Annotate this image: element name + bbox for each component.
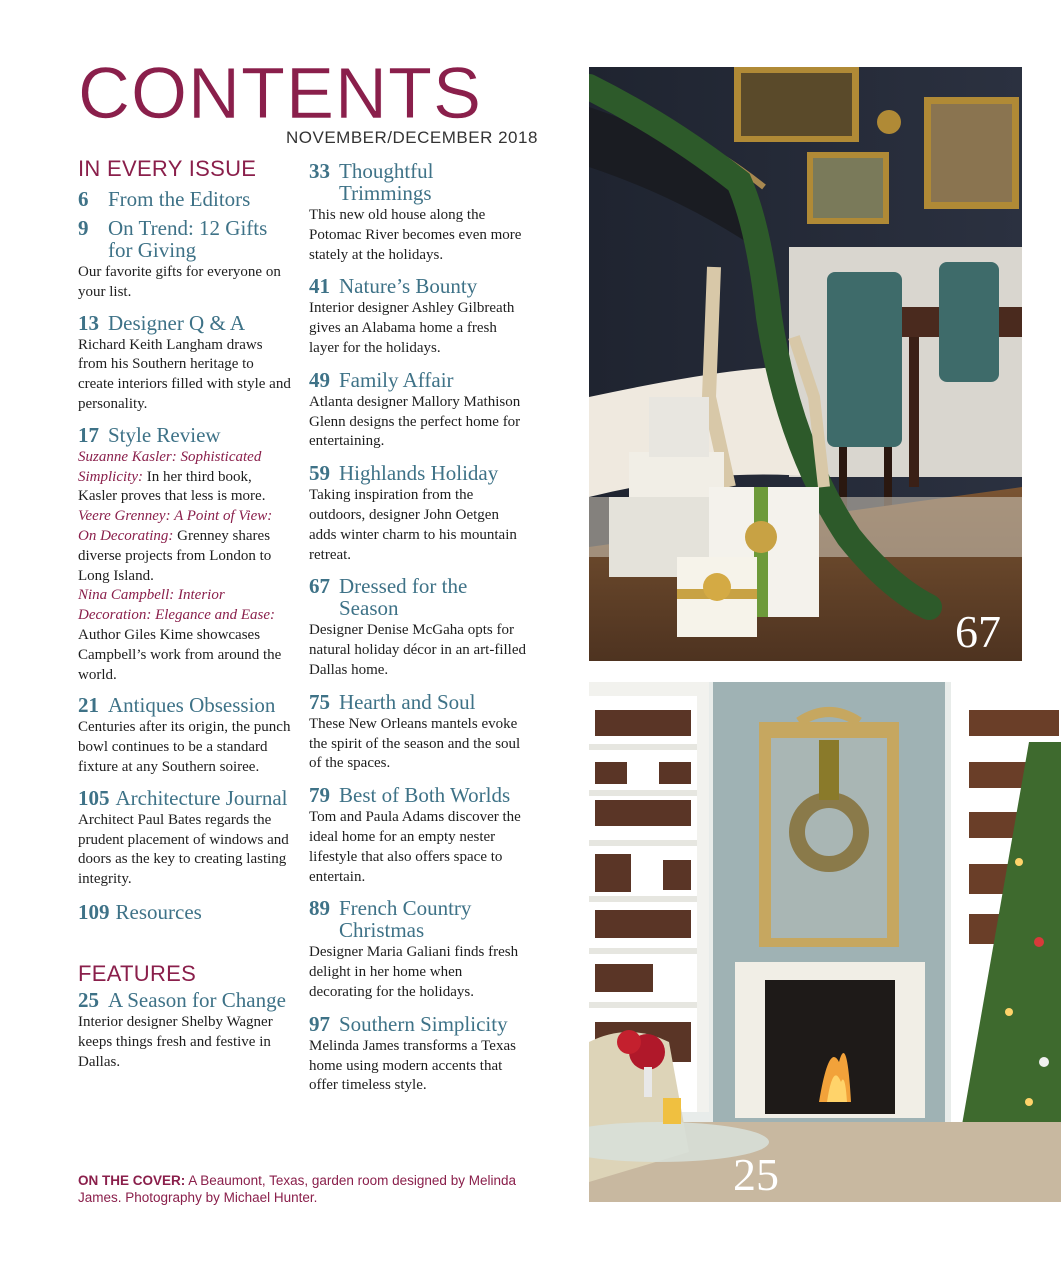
entry-description: Richard Keith Langham draws from his Southern heritage to create interiors filled with style and personality. <box>78 336 291 412</box>
toc-entry[interactable] <box>309 897 529 1002</box>
book-review <box>78 448 292 507</box>
page-number: 79 <box>309 783 330 808</box>
cover-note <box>78 1172 518 1206</box>
page-number: 105 <box>78 785 110 810</box>
toc-entry[interactable] <box>309 275 529 358</box>
entry-description: Our favorite gifts for everyone on your list. <box>78 264 281 300</box>
book-summary: Grenney shares diverse projects from London to Long Island. <box>78 527 272 584</box>
book-title: Nina Campbell: Interior Decoration: Elegance and Ease: <box>78 587 276 624</box>
entry-description: Interior designer Shelby Wagner keeps things fresh and festive in Dallas. <box>78 1013 273 1070</box>
page-number: 97 <box>309 1011 330 1036</box>
toc-entry[interactable] <box>309 784 529 887</box>
entry-title: Dressed for the Season <box>339 574 468 621</box>
page-title: CONTENTS <box>78 54 482 134</box>
entry-title: Family Affair <box>339 367 454 392</box>
entry-title: Hearth and Soul <box>339 689 476 714</box>
entry-description: Interior designer Ashley Gilbreath gives an Alabama home a fresh layer for the holidays. <box>309 300 515 356</box>
entry-title: Thoughtful Trimmings <box>339 159 434 205</box>
issue-date: NOVEMBER/DECEMBER 2018 <box>286 128 538 147</box>
page-number: 109 <box>78 899 110 924</box>
entry-description: Taking inspiration from the outdoors, designer John Oetgen adds winter charm to his mountain retreat. <box>309 487 517 563</box>
entry-title: Resources <box>115 899 202 924</box>
photo-page-number: 25 <box>733 1149 779 1200</box>
middle-column <box>309 160 529 1096</box>
entry-title: Antiques Obsession <box>108 693 276 718</box>
page-number: 13 <box>78 310 99 335</box>
page-number: 9 <box>78 216 89 240</box>
staircase-illustration <box>589 67 1022 661</box>
page-number: 41 <box>309 274 330 299</box>
every-issue-heading: IN EVERY ISSUE <box>78 156 257 181</box>
toc-entry[interactable] <box>309 575 529 680</box>
cover-note-label: ON THE COVER: <box>78 1173 186 1188</box>
entry-title: French Country Christmas <box>339 896 472 943</box>
book-title: Suzanne Kasler: Sophisticated Simplicity: <box>78 448 262 485</box>
book-review <box>78 586 292 685</box>
page-number: 75 <box>309 689 330 714</box>
toc-entry[interactable] <box>78 989 292 1072</box>
entry-description: Tom and Paula Adams discover the ideal home for an empty nester lifestyle that also offers space to entertain. <box>309 809 521 885</box>
features-heading: FEATURES <box>78 960 197 986</box>
toc-entry[interactable] <box>78 424 292 686</box>
page-number: 49 <box>309 367 330 392</box>
toc-entry[interactable] <box>78 901 292 923</box>
entry-description: Architect Paul Bates regards the prudent placement of windows and doors as the key to creating lasting integrity. <box>78 811 289 888</box>
entry-title: Style Review <box>108 422 221 447</box>
page-number: 25 <box>78 987 99 1012</box>
photo-staircase[interactable] <box>589 67 1022 661</box>
photo-page-number: 67 <box>955 606 1001 657</box>
toc-entry[interactable] <box>309 462 529 565</box>
entry-title: Highlands Holiday <box>339 461 499 486</box>
toc-entry[interactable] <box>309 1013 529 1096</box>
page-number: 33 <box>309 159 330 183</box>
fireplace-illustration <box>589 682 1061 1202</box>
entry-description: This new old house along the Potomac River becomes even more stately at the holidays. <box>309 207 522 263</box>
toc-entry[interactable] <box>78 312 292 415</box>
toc-entry[interactable] <box>78 188 292 210</box>
page-number: 17 <box>78 422 99 447</box>
entry-title: A Season for Change <box>108 987 286 1012</box>
entry-title: On Trend: 12 Gifts for Giving <box>108 216 268 262</box>
toc-entry[interactable] <box>78 217 292 303</box>
photo-fireplace[interactable] <box>589 682 1061 1202</box>
entry-title: Designer Q & A <box>108 310 246 335</box>
entry-title: Southern Simplicity <box>339 1011 508 1036</box>
book-review <box>78 507 292 586</box>
page-number: 89 <box>309 896 330 921</box>
toc-entry[interactable] <box>78 694 292 777</box>
book-summary: In her third book, Kasler proves that less is more. <box>78 468 266 505</box>
page-number: 59 <box>309 461 330 486</box>
book-summary: Author Giles Kime showcases Campbell’s work from around the world. <box>78 626 282 683</box>
entry-description: Melinda James transforms a Texas home using modern accents that offer timeless style. <box>309 1037 516 1094</box>
toc-entry[interactable] <box>309 160 529 265</box>
page-number: 67 <box>309 574 330 599</box>
toc-entry[interactable] <box>78 787 292 890</box>
entry-description: Designer Denise McGaha opts for natural holiday décor in an art-filled Dallas home. <box>309 622 526 678</box>
entry-description: Centuries after its origin, the punch bowl continues to be a standard fixture at any Southern soiree. <box>78 719 291 775</box>
book-title: Veere Grenney: A Point of View: On Decorating: <box>78 508 273 544</box>
toc-entry[interactable] <box>309 369 529 452</box>
entry-description: Atlanta designer Mallory Mathison Glenn designs the perfect home for entertaining. <box>309 393 521 450</box>
entry-title: Architecture Journal <box>115 785 288 810</box>
entry-description: Designer Maria Galiani finds fresh delight in her home when decorating for the holidays. <box>309 944 519 1000</box>
page-number: 6 <box>78 187 89 211</box>
cover-note-text: A Beaumont, Texas, garden room designed by Melinda James. Photography by Michael Hunter. <box>78 1173 516 1205</box>
entry-title: Best of Both Worlds <box>339 783 511 808</box>
entry-title: From the Editors <box>108 187 251 211</box>
entry-description: These New Orleans mantels evoke the spirit of the season and the soul of the spaces. <box>309 715 521 772</box>
entry-title: Nature’s Bounty <box>339 274 478 299</box>
page-number: 21 <box>78 693 99 718</box>
left-column <box>78 156 292 1072</box>
toc-entry[interactable] <box>309 691 529 774</box>
